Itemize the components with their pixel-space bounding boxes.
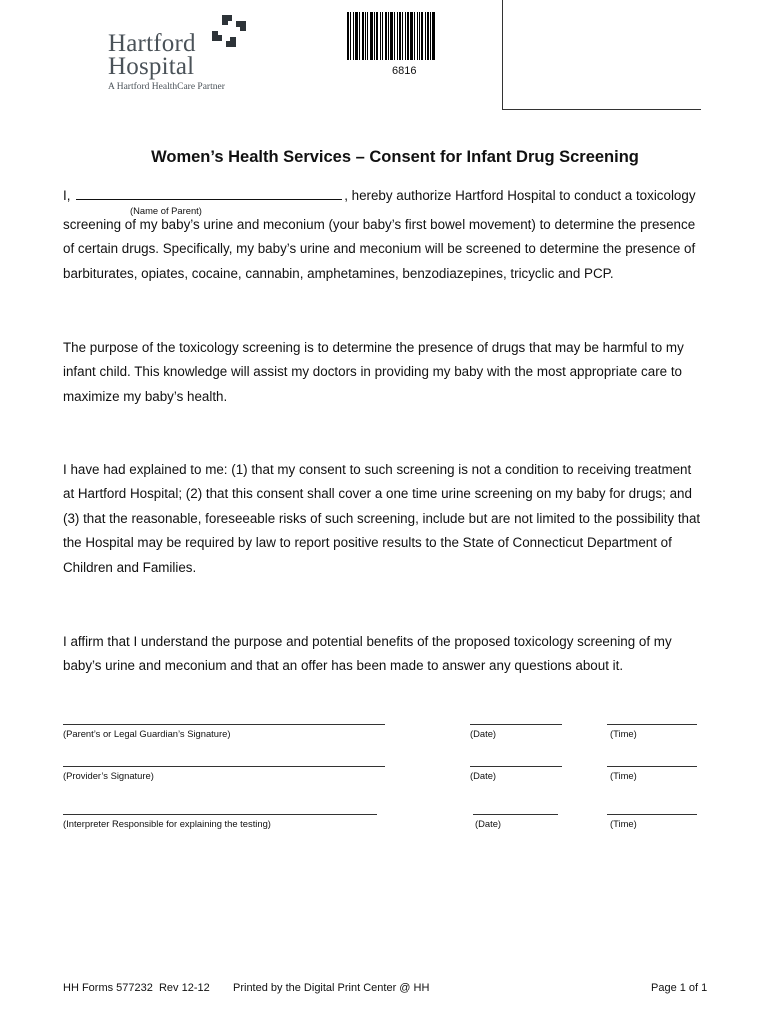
intro-prefix: I, [63, 188, 71, 203]
logo-text-line1: Hartford [108, 30, 196, 57]
page-title: Women’s Health Services – Consent for Infant Drug Screening [151, 148, 639, 166]
intro-line4: barbiturates, opiates, cocaine, cannabin, amphetamines, benzodiazepines, tricyclic and PCP. [63, 266, 614, 281]
purpose-line3: maximize my baby’s health. [63, 389, 228, 404]
provider-date-line[interactable] [470, 766, 562, 767]
parent-name-field[interactable] [76, 188, 342, 200]
guardian-signature-label: (Parent’s or Legal Guardian’s Signature) [63, 728, 231, 739]
explained-line3: (3) that the reasonable, foreseeable risks of such screening, include but are not limited to the possibility that [63, 511, 701, 526]
barcode-number: 6816 [392, 65, 417, 77]
intro-line3: of certain drugs. Specifically, my baby’s urine and meconium will be screened to determine the presence of [63, 241, 696, 256]
parent-name-caption: (Name of Parent) [130, 205, 202, 216]
purpose-line1: The purpose of the toxicology screening is to determine the presence of drugs that may be harmful to my [63, 340, 684, 355]
explained-line4: the Hospital may be required by law to report positive results to the State of Connecticut Department of [63, 535, 672, 550]
affirm-line1: I affirm that I understand the purpose and potential benefits of the proposed toxicology screening of my [63, 634, 672, 649]
interpreter-signature-label: (Interpreter Responsible for explaining the testing) [63, 818, 271, 829]
explained-line1: I have had explained to me: (1) that my consent to such screening is not a condition to receiving treatment [63, 462, 692, 477]
interpreter-signature-line[interactable] [63, 814, 377, 815]
provider-signature-line[interactable] [63, 766, 385, 767]
intro-line2: screening of my baby’s urine and meconium (your baby’s first bowel movement) to determine the presence [63, 217, 696, 232]
explained-line5: Children and Families. [63, 560, 197, 575]
provider-time-label: (Time) [610, 770, 637, 781]
provider-signature-label: (Provider’s Signature) [63, 770, 154, 781]
explained-line2: at Hartford Hospital; (2) that this consent shall cover a one time urine screening on my baby for drugs; and [63, 486, 692, 501]
interpreter-time-label: (Time) [610, 818, 637, 829]
guardian-time-line[interactable] [607, 724, 697, 725]
label-box [502, 0, 701, 110]
logo-text-line2: Hospital [108, 53, 195, 80]
guardian-signature-line[interactable] [63, 724, 385, 725]
footer-form-id: HH Forms 577232 Rev 12-12 [63, 982, 210, 994]
interpreter-date-line[interactable] [473, 814, 558, 815]
footer-page-number: Page 1 of 1 [651, 982, 708, 994]
interpreter-date-label: (Date) [475, 818, 502, 829]
intro-after-blank: , hereby authorize Hartford Hospital to conduct a toxicology [344, 188, 696, 203]
logo-mark-icon [210, 13, 248, 51]
footer-printed-by: Printed by the Digital Print Center @ HH [233, 982, 430, 994]
provider-date-label: (Date) [470, 770, 497, 781]
guardian-time-label: (Time) [610, 728, 637, 739]
hospital-logo [108, 28, 248, 98]
logo-subtitle: A Hartford HealthCare Partner [108, 82, 225, 92]
affirm-line2: baby’s urine and meconium and that an offer has been made to answer any questions about it. [63, 658, 624, 673]
purpose-line2: infant child. This knowledge will assist my doctors in providing my baby with the most appropriate care to [63, 364, 682, 379]
guardian-date-label: (Date) [470, 728, 497, 739]
interpreter-time-line[interactable] [607, 814, 697, 815]
provider-time-line[interactable] [607, 766, 697, 767]
guardian-date-line[interactable] [470, 724, 562, 725]
barcode [347, 12, 435, 60]
